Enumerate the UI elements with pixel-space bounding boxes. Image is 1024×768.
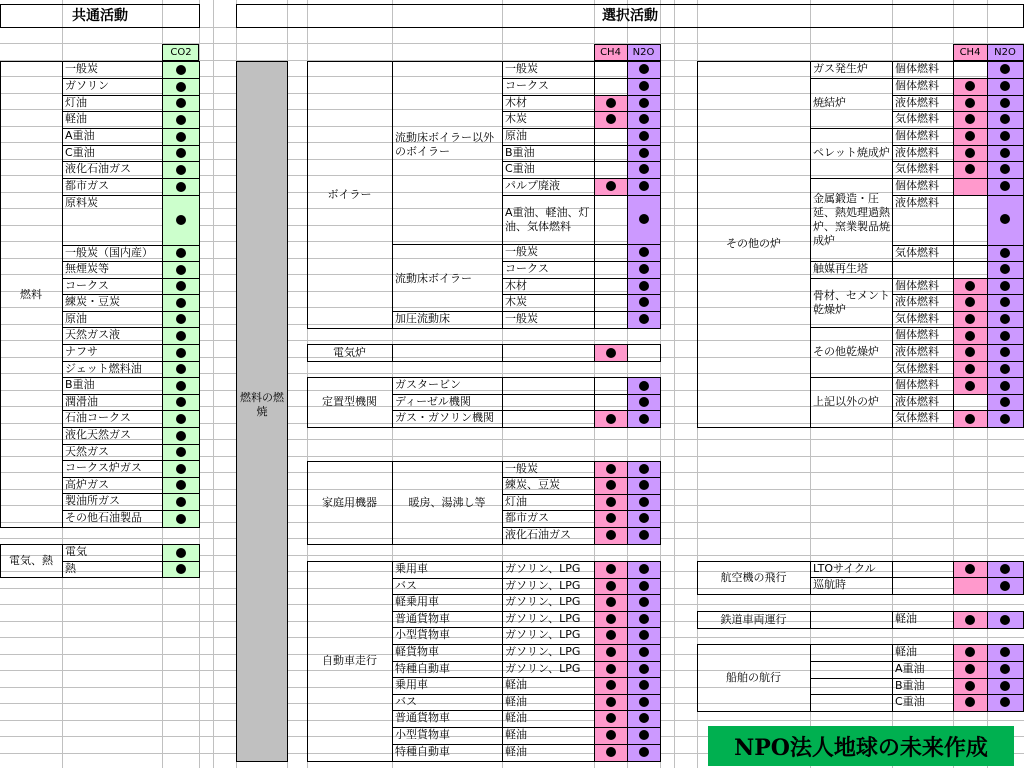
selected-header: 選択活動 [602, 8, 658, 24]
n2o-dot [639, 680, 649, 690]
boiler-fuel-item: コークス [505, 79, 549, 92]
vehicle-type: 特種自動車 [395, 745, 450, 758]
n2o-dot [1000, 647, 1010, 657]
n2o-dot [639, 164, 649, 174]
boiler-label: ボイラー [327, 187, 372, 201]
vehicle-type: 軽貨物車 [395, 645, 439, 658]
ch4-dot [965, 364, 975, 374]
fuel-item: 無煙炭等 [65, 262, 109, 275]
border-line [810, 61, 811, 428]
vehicle-fuel: 軽油 [505, 745, 527, 758]
co2-dot [176, 464, 186, 474]
boiler-fuel-item: 木材 [505, 279, 527, 292]
border-line [502, 461, 503, 545]
n2o-dot [639, 747, 649, 757]
border-line [594, 377, 595, 428]
boiler-fuel-item: C重油 [505, 162, 535, 175]
ch4-dot [965, 615, 975, 625]
border-line [810, 561, 811, 595]
border-line [953, 611, 954, 629]
n2o-dot [1000, 564, 1010, 574]
n2o-dot [639, 730, 649, 740]
n2o-dot [1000, 397, 1010, 407]
n2o-dot [1000, 181, 1010, 191]
co2-dot [176, 182, 186, 192]
n2o-dot [639, 464, 649, 474]
fuel-group-label: 燃料 [20, 287, 42, 301]
boiler-type: 加圧流動床 [395, 312, 450, 325]
furnace-type: 上記以外の炉 [813, 395, 879, 408]
ch4-dot [965, 381, 975, 391]
ch4-dot [606, 98, 616, 108]
ch4-dot [606, 513, 616, 523]
n2o-dot [1000, 697, 1010, 707]
gridline [674, 0, 675, 768]
border-line [62, 561, 200, 562]
boiler-fuel-item: パルプ廃液 [505, 179, 560, 192]
vehicle-type: 軽乗用車 [395, 595, 439, 608]
co2-dot [176, 281, 186, 291]
ch4-dot [965, 681, 975, 691]
railway-label: 鉄道車両運行 [720, 612, 787, 626]
aircraft-item: 巡航時 [813, 578, 846, 591]
aircraft-item: LTOサイクル [813, 562, 876, 575]
furnace-type: 焼結炉 [813, 96, 846, 109]
border-line [594, 344, 595, 362]
n2o-dot [639, 181, 649, 191]
fuel-state: 液体燃料 [895, 295, 939, 308]
fuel-state: 個体燃料 [895, 62, 939, 75]
boiler-fuel-item: 一般炭 [505, 245, 538, 258]
electric-furnace-label: 電気炉 [333, 345, 366, 359]
co2-dot [176, 447, 186, 457]
gridline [0, 43, 1024, 44]
co2-dot [176, 548, 186, 558]
gridline [213, 0, 214, 768]
ch4-dot [965, 164, 975, 174]
n2o-dot [639, 530, 649, 540]
fuel-item: C重油 [65, 146, 95, 159]
co2-dot [176, 248, 186, 258]
ch4-dot [606, 114, 616, 124]
fuel-state: 気体燃料 [895, 362, 939, 375]
ch4-dot [606, 697, 616, 707]
other-furnace-label: その他の炉 [726, 237, 781, 250]
vehicle-fuel: 軽油 [505, 695, 527, 708]
border-line [627, 344, 628, 362]
household-fuel-item: 練炭、豆炭 [505, 478, 560, 491]
n2o-dot [1000, 414, 1010, 424]
n2o-dot [1000, 331, 1010, 341]
n2o-dot [1000, 364, 1010, 374]
co2-dot [176, 132, 186, 142]
boiler-fuel-item: 木炭 [505, 112, 527, 125]
n2o-dot [639, 64, 649, 74]
fuel-item: ガソリン [65, 79, 109, 92]
n2o-dot [1000, 131, 1010, 141]
n2o-dot [1000, 314, 1010, 324]
border-line [594, 461, 595, 545]
n2o-dot [1000, 81, 1010, 91]
household-sub: 暖房、湯沸し等 [408, 495, 486, 509]
n2o-dot [639, 381, 649, 391]
fuel-state: 個体燃料 [895, 378, 939, 391]
border-line [892, 611, 893, 629]
boiler-fuel-item: 一般炭 [505, 312, 538, 325]
boiler-type: 流動床ボイラー以外のボイラー [395, 131, 494, 158]
household-label: 家庭用機器 [322, 495, 377, 509]
fuel-item: 灯油 [65, 96, 87, 109]
border-line [392, 61, 393, 329]
fuel-state: 気体燃料 [895, 312, 939, 325]
ch4-dot [606, 647, 616, 657]
ch4-dot [606, 680, 616, 690]
furnace-type: その他乾燥炉 [813, 345, 879, 358]
n2o-dot [639, 581, 649, 591]
ch4-dot [606, 581, 616, 591]
n2o-dot [1000, 281, 1010, 291]
vehicle-fuel: ガソリン、LPG [505, 579, 581, 592]
fuel-state: 液体燃料 [895, 146, 939, 159]
household-fuel-item: 液化石油ガス [505, 528, 571, 541]
furnace-type: ガス発生炉 [813, 62, 868, 75]
vehicle-fuel: ガソリン、LPG [505, 645, 581, 658]
furnace-type: 触媒再生塔 [813, 262, 868, 275]
n2o-dot [639, 564, 649, 574]
fuel-state: 液体燃料 [895, 96, 939, 109]
n2o-dot [1000, 214, 1010, 224]
fuel-item: その他石油製品 [65, 511, 142, 524]
common-header: 共通活動 [72, 8, 128, 24]
co2-dot [176, 65, 186, 75]
boiler-fuel-item: 原油 [505, 129, 527, 142]
n2o-dot [639, 281, 649, 291]
fuel-item: 天然ガス [65, 445, 109, 458]
n2o-dot [1000, 347, 1010, 357]
n2o-dot [639, 114, 649, 124]
n2o-dot [639, 630, 649, 640]
vehicle-fuel: 軽油 [505, 728, 527, 741]
border-line [392, 377, 393, 428]
stationary-item: ガスタービン [395, 378, 461, 391]
border-line [502, 195, 661, 196]
fuel-state: 気体燃料 [895, 112, 939, 125]
fuel-state: 個体燃料 [895, 129, 939, 142]
n2o-dot [639, 214, 649, 224]
vehicle-type: 特種自動車 [395, 662, 450, 675]
fuel-item: 一般炭 [65, 62, 98, 75]
household-fuel-item: 都市ガス [505, 511, 549, 524]
co2-dot [176, 314, 186, 324]
co2-dot [176, 265, 186, 275]
fuel-state: 個体燃料 [895, 179, 939, 192]
n2o-dot [639, 480, 649, 490]
co2-header: CO2 [170, 46, 192, 58]
border-line [810, 611, 811, 629]
ch4-dot [606, 497, 616, 507]
boiler-fuel-item: 木材 [505, 96, 527, 109]
n2o-dot [639, 131, 649, 141]
n2o-dot [1000, 164, 1010, 174]
ch4-dot [606, 664, 616, 674]
household-fuel-item: 灯油 [505, 495, 527, 508]
ch4-dot [965, 347, 975, 357]
ch4-dot [965, 331, 975, 341]
n2o-dot [1000, 297, 1010, 307]
ch4-dot [606, 480, 616, 490]
n2o-dot [1000, 381, 1010, 391]
n2o-dot [639, 513, 649, 523]
fuel-state: 気体燃料 [895, 246, 939, 259]
ch4-dot [965, 297, 975, 307]
n2o-dot [639, 664, 649, 674]
n2o-dot [1000, 681, 1010, 691]
n2o-dot [1000, 581, 1010, 591]
fuel-item: コークス炉ガス [65, 461, 142, 474]
boiler-fuel-item: コークス [505, 262, 549, 275]
border-line [627, 377, 628, 428]
ch4-dot [606, 181, 616, 191]
border-line [987, 611, 988, 629]
n2o-dot [1000, 664, 1010, 674]
fuel-item: 一般炭（国内産） [65, 246, 153, 259]
fuel-item: 原油 [65, 312, 87, 325]
co2-dot [176, 381, 186, 391]
vehicle-fuel: 軽油 [505, 711, 527, 724]
aircraft-label: 航空機の飛行 [720, 570, 787, 584]
n2o-dot [1000, 248, 1010, 258]
fuel-state: 液体燃料 [895, 345, 939, 358]
boiler-fuel-item: B重油 [505, 146, 535, 159]
fuel-item: 液化天然ガス [65, 428, 131, 441]
ch4-header: CH4 [600, 46, 621, 58]
vehicle-type: 普通貨物車 [395, 711, 450, 724]
ch4-dot [606, 414, 616, 424]
n2o-dot [639, 697, 649, 707]
ch4-dot [606, 630, 616, 640]
co2-dot [176, 364, 186, 374]
n2o-dot [1000, 64, 1010, 74]
ch4-dot [965, 148, 975, 158]
fuel-item: A重油 [65, 129, 95, 142]
n2o-dot [639, 497, 649, 507]
fuel-state: 液体燃料 [895, 395, 939, 408]
co2-dot [176, 480, 186, 490]
vehicle-fuel: ガソリン、LPG [505, 595, 581, 608]
fuel-item: 液化石油ガス [65, 162, 131, 175]
border-line [953, 561, 954, 595]
ch4-dot [606, 597, 616, 607]
ch4-dot [606, 348, 616, 358]
ch4-dot [606, 730, 616, 740]
n2o-header: N2O [632, 46, 655, 58]
fuel-item: B重油 [65, 378, 95, 391]
n2o-dot [639, 414, 649, 424]
ch4-dot [965, 81, 975, 91]
vehicle-type: 普通貨物車 [395, 612, 450, 625]
n2o-dot [639, 264, 649, 274]
stationary-label: 定置型機関 [322, 395, 377, 408]
ship-fuel: B重油 [895, 679, 925, 692]
n2o-dot [639, 614, 649, 624]
fuel-item: 製油所ガス [65, 494, 120, 507]
power-item: 電気 [65, 545, 87, 558]
power-group-label: 電気、熱 [9, 554, 53, 567]
co2-dot [176, 331, 186, 341]
border-line [392, 344, 393, 362]
n2o-dot [639, 247, 649, 257]
co2-dot [176, 397, 186, 407]
boiler-fuel-item: A重油、軽油、灯油、気体燃料 [505, 205, 590, 233]
n2o-dot [1000, 148, 1010, 158]
ch4-dot [965, 564, 975, 574]
co2-dot [176, 497, 186, 507]
co2-dot [176, 431, 186, 441]
n2o-dot [639, 314, 649, 324]
fuel-state: 個体燃料 [895, 279, 939, 292]
border-line [502, 344, 503, 362]
ship-label: 船舶の航行 [726, 670, 781, 684]
co2-dot [176, 82, 186, 92]
border-line [892, 561, 893, 595]
ch4-dot [965, 697, 975, 707]
ch4-dot [965, 647, 975, 657]
vehicle-type: 乗用車 [395, 562, 428, 575]
vehicle-fuel: ガソリン、LPG [505, 562, 581, 575]
fuel-item: 原料炭 [65, 196, 98, 209]
ch4-dot [606, 747, 616, 757]
co2-dot [176, 564, 186, 574]
vehicle-fuel: ガソリン、LPG [505, 662, 581, 675]
vehicle-fuel: 軽油 [505, 678, 527, 691]
fuel-item: 高炉ガス [65, 478, 109, 491]
power-item: 熱 [65, 562, 76, 575]
ch4-dot [606, 564, 616, 574]
ch4-dot [606, 713, 616, 723]
vehicle-fuel: ガソリン、LPG [505, 612, 581, 625]
vehicle-label: 自動車走行 [322, 654, 377, 667]
co2-dot [176, 115, 186, 125]
ch4-dot [965, 98, 975, 108]
co2-dot [176, 215, 186, 225]
ch4-dot [965, 281, 975, 291]
stationary-item: ディーゼル機関 [395, 395, 471, 408]
co2-dot [176, 148, 186, 158]
ch4-dot [606, 614, 616, 624]
railway-fuel: 軽油 [895, 612, 917, 625]
furnace-type: 骨材、セメント乾燥炉 [813, 288, 890, 316]
ch4-header: CH4 [959, 46, 981, 58]
n2o-dot [1000, 114, 1010, 124]
n2o-dot [639, 647, 649, 657]
ch4-dot [965, 114, 975, 124]
fuel-item: ナフサ [65, 345, 98, 358]
ch4-dot [965, 414, 975, 424]
ch4-dot [965, 314, 975, 324]
fuel-item: 都市ガス [65, 179, 109, 192]
n2o-dot [639, 397, 649, 407]
border-line [627, 461, 628, 545]
fuel-state: 個体燃料 [895, 79, 939, 92]
boiler-fuel-item: 一般炭 [505, 62, 538, 75]
boiler-fuel-item: 木炭 [505, 295, 527, 308]
vehicle-fuel: ガソリン、LPG [505, 628, 581, 641]
ch4-dot [606, 530, 616, 540]
furnace-type: ペレット焼成炉 [813, 146, 890, 159]
fuel-state: 液体燃料 [895, 196, 939, 209]
n2o-dot [1000, 98, 1010, 108]
author-stamp: NPO法人地球の未来作成 [708, 726, 1014, 766]
n2o-header: N2O [994, 46, 1016, 58]
co2-dot [176, 348, 186, 358]
fuel-state: 気体燃料 [895, 411, 939, 424]
ship-fuel: 軽油 [895, 645, 917, 658]
n2o-dot [1000, 264, 1010, 274]
fuel-item: ジェット燃料油 [65, 362, 142, 375]
vehicle-type: 乗用車 [395, 678, 428, 691]
boiler-type: 流動床ボイラー [395, 272, 472, 285]
household-fuel-item: 一般炭 [505, 462, 538, 475]
ch4-dot [965, 131, 975, 141]
furnace-type: 金属鍛造・圧延、熱処理過熱炉、窯業製品焼成炉 [813, 191, 890, 247]
co2-dot [176, 98, 186, 108]
n2o-dot [639, 98, 649, 108]
ch4-dot [965, 664, 975, 674]
fuel-state: 気体燃料 [895, 162, 939, 175]
border-line [987, 561, 988, 595]
co2-dot [176, 414, 186, 424]
n2o-dot [639, 148, 649, 158]
n2o-dot [639, 597, 649, 607]
vehicle-type: バス [395, 579, 417, 592]
fuel-item: 潤滑油 [65, 395, 98, 408]
combustion-label: 燃料の燃焼 [240, 391, 284, 418]
ship-fuel: A重油 [895, 662, 925, 675]
vehicle-type: 小型貨物車 [395, 728, 450, 741]
border-line [502, 377, 503, 428]
n2o-dot [639, 297, 649, 307]
fuel-state: 個体燃料 [895, 328, 939, 341]
ch4-dot [606, 464, 616, 474]
vehicle-type: 小型貨物車 [395, 628, 450, 641]
fuel-item: 石油コークス [65, 411, 131, 424]
ship-fuel: C重油 [895, 695, 925, 708]
co2-dot [176, 514, 186, 524]
n2o-dot [639, 713, 649, 723]
fuel-item: 天然ガス液 [65, 328, 120, 341]
fuel-item: 軽油 [65, 112, 87, 125]
co2-dot [176, 165, 186, 175]
fuel-item: 練炭・豆炭 [65, 295, 120, 308]
stationary-item: ガス・ガソリン機関 [395, 411, 494, 424]
vehicle-type: バス [395, 695, 417, 708]
fuel-item: コークス [65, 279, 109, 292]
n2o-dot [1000, 615, 1010, 625]
co2-dot [176, 298, 186, 308]
n2o-dot [639, 81, 649, 91]
